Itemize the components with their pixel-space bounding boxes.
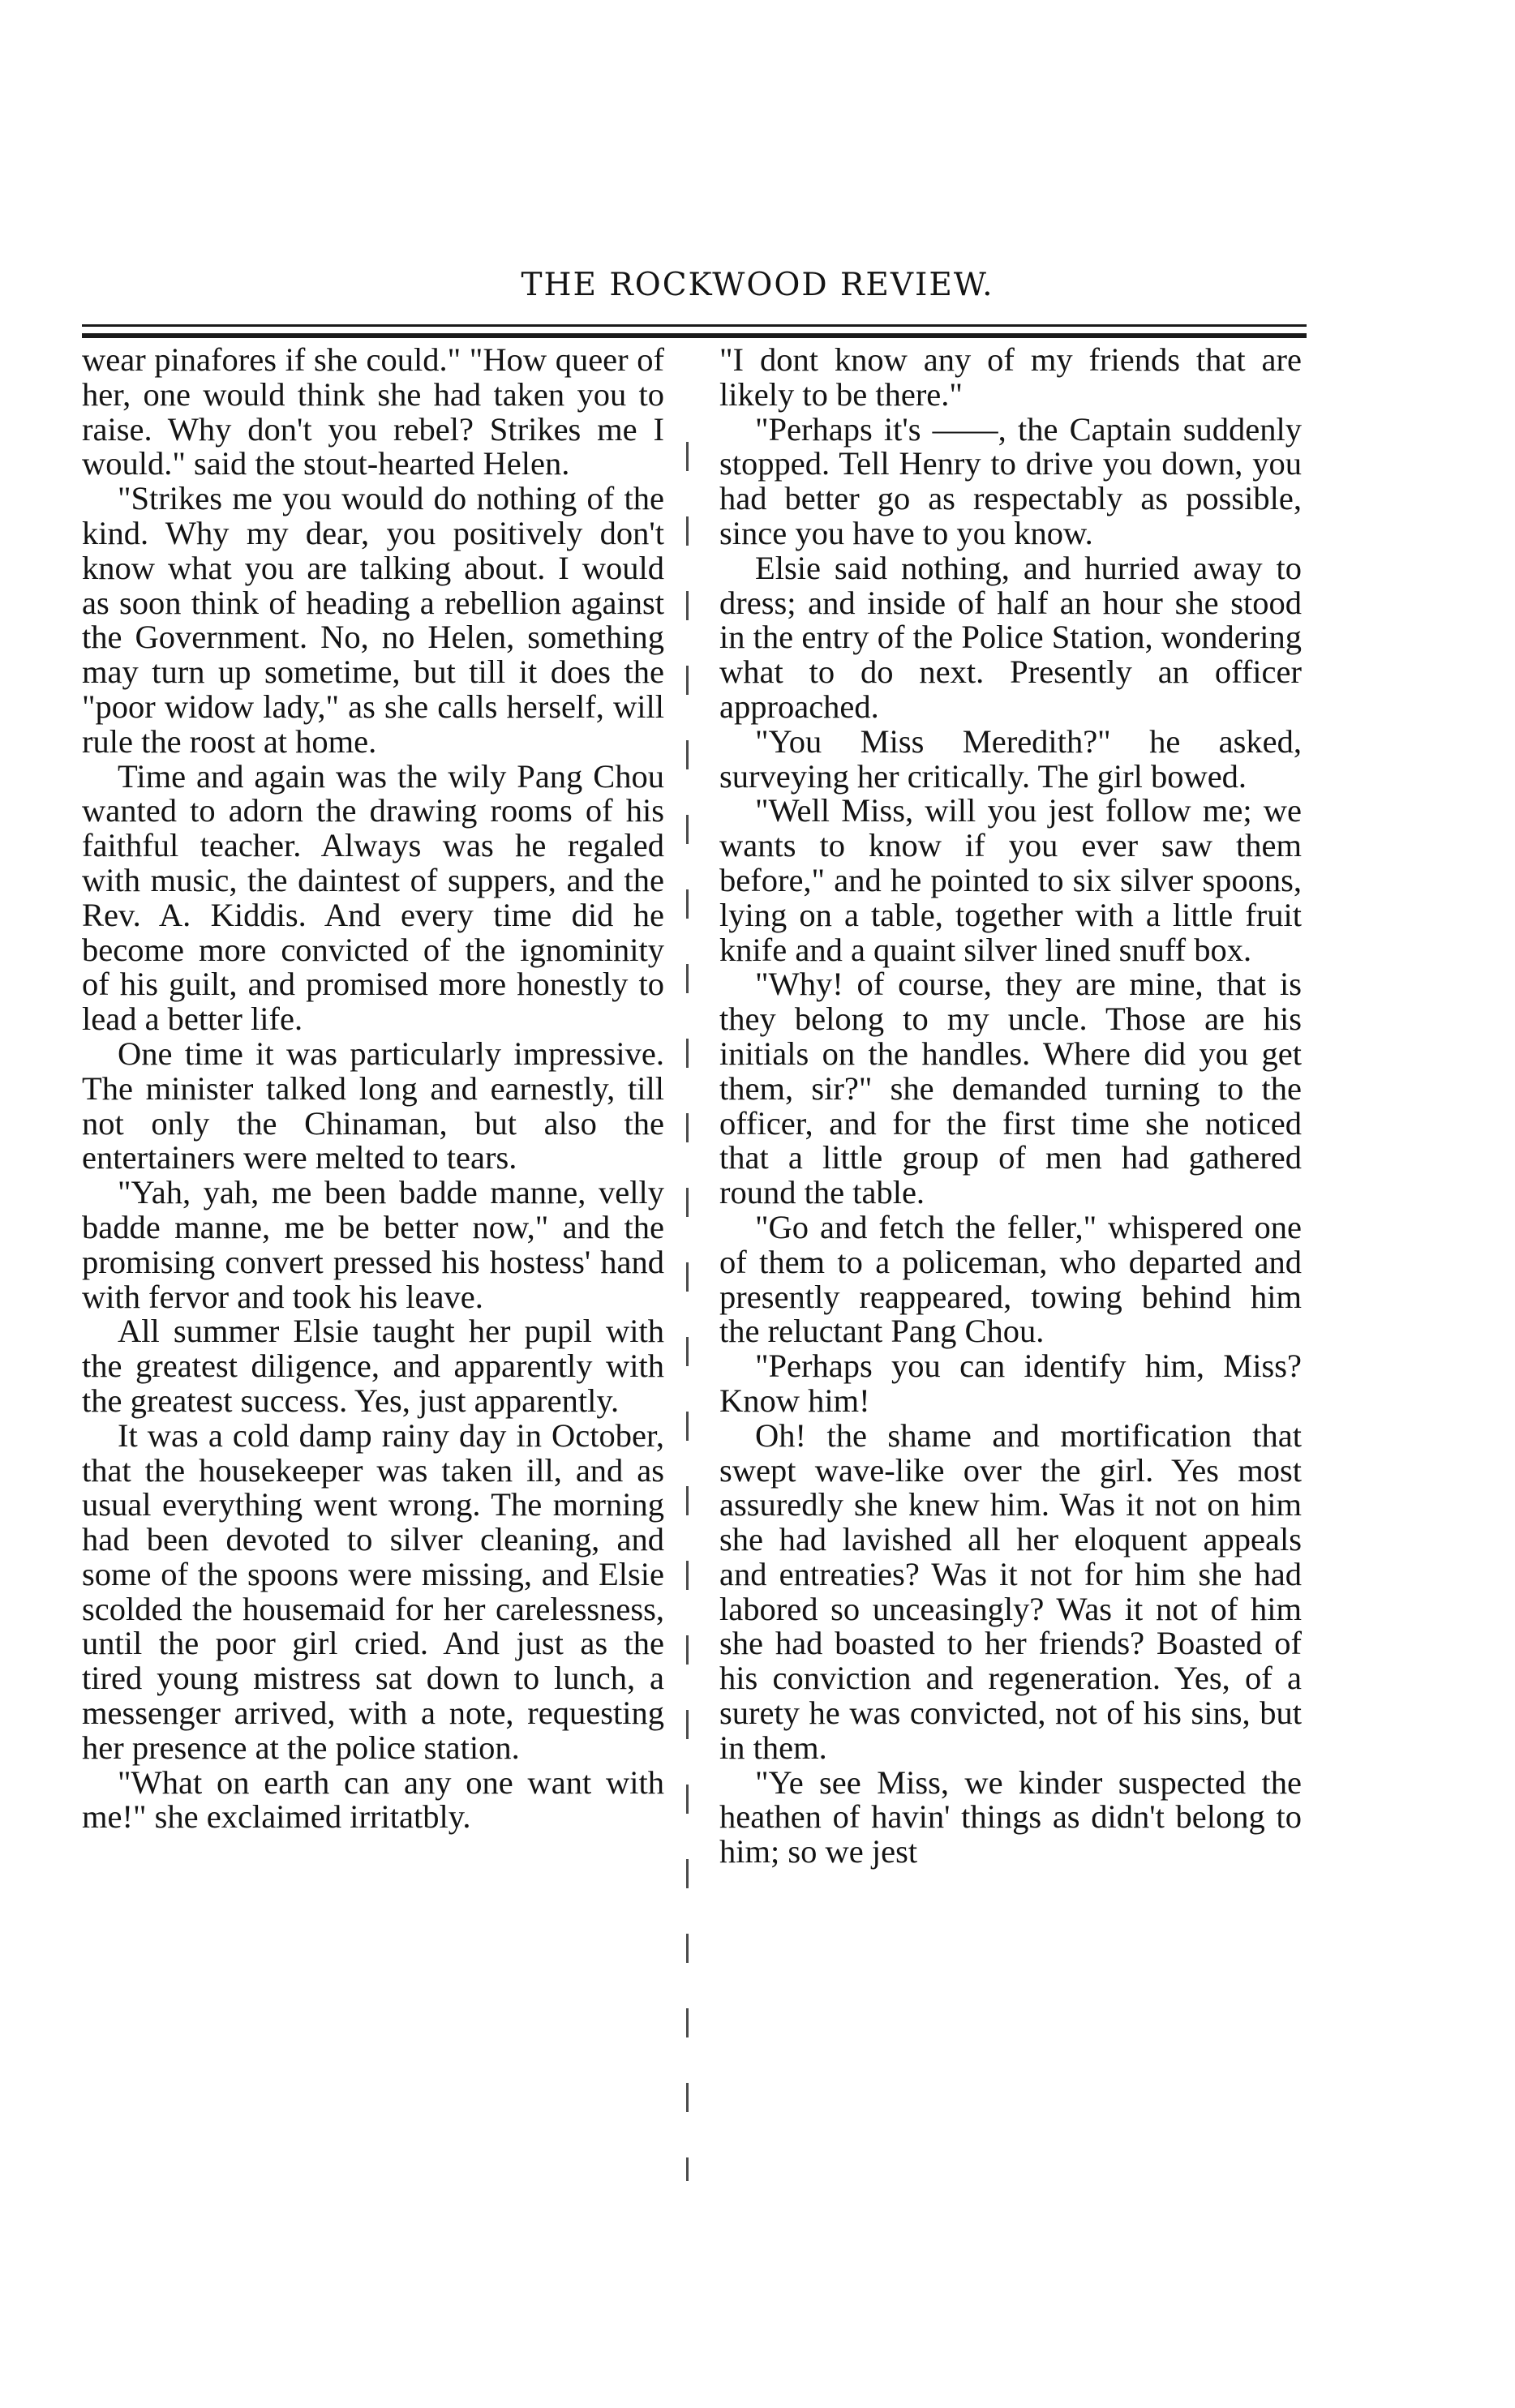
paragraph: "Well Miss, will you jest follow me; we wants to know if you ever saw them before," and he pointed to six silver spoons, lying on a table, together with a little fruit knife and a quaint silver lined snuff box.: [719, 792, 1302, 968]
paragraph: "Go and fetch the feller," whispered one of them to a policeman, who departed and presently reappeared, towing behind him the reluctant Pang Chou.: [719, 1208, 1302, 1350]
paragraph: All summer Elsie taught her pupil with the greatest diligence, and apparently with the greatest success. Yes, just apparently.: [82, 1313, 664, 1419]
column-divider: [686, 442, 689, 2181]
header-rule-thick: [82, 333, 1307, 338]
paragraph: One time it was particularly impressive. The minister talked long and earnestly, till not only the Chinaman, but also the entertainers were melted to tears.: [82, 1035, 664, 1176]
paragraph: "What on earth can any one want with me!" she exclaimed irritatbly.: [82, 1763, 664, 1836]
paragraph: "Strikes me you would do nothing of the kind. Why my dear, you positively don't know what you are talking about. I would as soon think of heading a rebellion against the Government. No, no Helen, something may turn up sometime, but till it does the "poor widow lady," as she calls herself, will rule the roost at home.: [82, 480, 664, 760]
left-column: [82, 343, 664, 1835]
header-rule-thin: [82, 324, 1307, 327]
paragraph: "Perhaps you can identify him, Miss? Know him!: [719, 1348, 1302, 1419]
paragraph: It was a cold damp rainy day in October, that the housekeeper was taken ill, and as usual everything went wrong. The morning had been devoted to silver cleaning, and some of the spoons were missing, and Elsie scolded the housemaid for her carelessness, until the poor girl cried. And just as the tired young mistress sat down to lunch, a messenger arrived, with a note, requesting her presence at the police station.: [82, 1416, 664, 1766]
paragraph: "You Miss Meredith?" he asked, surveying her critically. The girl bowed.: [719, 722, 1302, 795]
page-header-title: THE ROCKWOOD REVIEW.: [521, 267, 994, 303]
paragraph: "I dont know any of my friends that are likely to be there.": [719, 341, 1302, 413]
paragraph: "Why! of course, they are mine, that is they belong to my uncle. Those are his initials on the handles. Where did you get them, sir?" she demanded turning to the officer, and for the first time she noticed that a little group of men had gathered round the table.: [719, 966, 1302, 1211]
paragraph: Oh! the shame and mortification that swept wave-like over the girl. Yes most assuredly she knew him. Was it not on him she had lavished all her eloquent appeals and entreaties? Was it not for him she had labored so unceasingly? Was it not of him she had boasted to her friends? Boasted of his conviction and regeneration. Yes, of a surety he was convicted, not of his sins, but in them.: [719, 1416, 1302, 1766]
paragraph: "Perhaps it's ——, the Captain suddenly stopped. Tell Henry to drive you down, you had better go as respectably as possible, since you have to you know.: [719, 410, 1302, 551]
paragraph: Time and again was the wily Pang Chou wanted to adorn the drawing rooms of his faithful teacher. Always was he regaled with music, the daintest of suppers, and the Rev. A. Kiddis. And every time did he become more convicted of the ignominity of his guilt, and promised more honestly to lead a better life.: [82, 757, 664, 1038]
paragraph: wear pinafores if she could." "How queer of her, one would think she had taken you to raise. Why don't you rebel? Strikes me I would." said the stout-hearted Helen.: [82, 341, 664, 482]
right-column: [719, 343, 1302, 1870]
paragraph: Elsie said nothing, and hurried away to dress; and inside of half an hour she stood in the entry of the Police Station, wondering what to do next. Presently an officer approached.: [719, 549, 1302, 725]
paragraph: "Yah, yah, me been badde manne, velly badde manne, me be better now," and the promising convert pressed his hostess' hand with fervor and took his leave.: [82, 1174, 664, 1315]
paragraph: "Ye see Miss, we kinder suspected the heathen of havin' things as didn't belong to him; so we jest: [719, 1763, 1302, 1870]
